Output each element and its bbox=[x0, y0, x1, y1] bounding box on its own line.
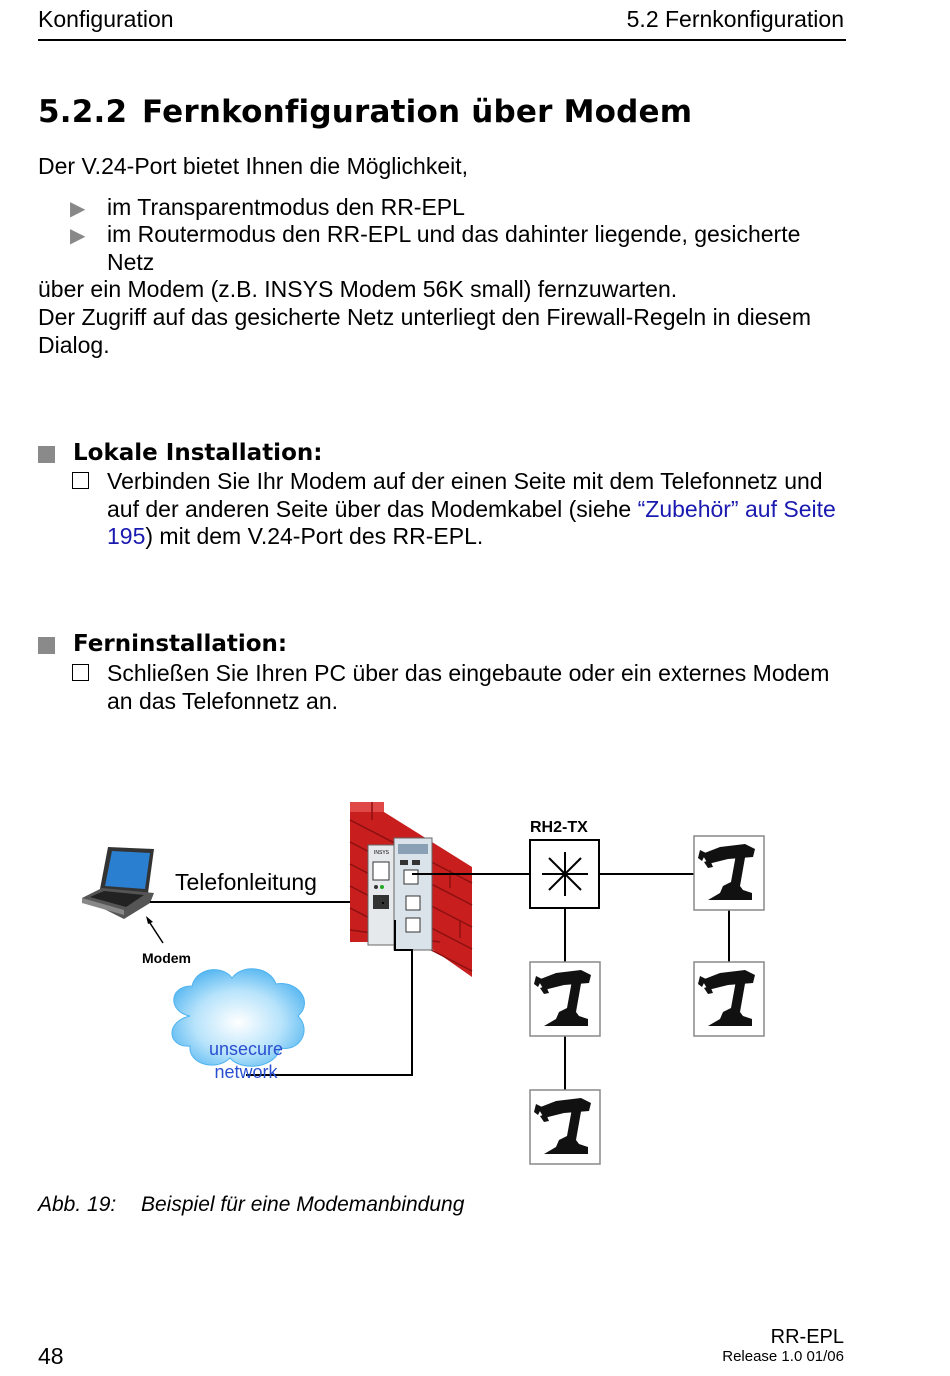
caption-label: Abb. 19: bbox=[38, 1193, 117, 1216]
section-number: 5.2.2 bbox=[38, 94, 128, 130]
robot-icon bbox=[530, 962, 600, 1036]
header-chapter: Konfiguration bbox=[38, 6, 174, 32]
laptop-icon bbox=[82, 847, 154, 919]
section-square-icon bbox=[38, 446, 55, 463]
phone-line-label: Telefonleitung bbox=[175, 869, 317, 895]
step-checkbox-icon bbox=[72, 472, 89, 489]
ferninstallation-step: Schließen Sie Ihren PC über das eingebaute oder ein externes Modem an das Telefonnetz an. bbox=[107, 660, 830, 714]
figure-caption bbox=[38, 1193, 464, 1217]
page-number: 48 bbox=[38, 1343, 64, 1369]
lokale-installation-step bbox=[107, 468, 847, 551]
robot-icon bbox=[530, 1090, 600, 1164]
device-rr-epl bbox=[394, 838, 432, 950]
intro-text: Der V.24-Port bietet Ihnen die Möglichkeit, bbox=[38, 153, 469, 179]
device-insys-modem bbox=[368, 845, 394, 945]
section-square-icon bbox=[38, 637, 55, 654]
step-text: Verbinden Sie Ihr Modem auf der einen Seite mit dem Telefonnetz und auf der anderen Seite über das Modemkabel (siehe bbox=[107, 468, 823, 522]
lokale-installation-heading: Lokale Installation: bbox=[73, 440, 323, 466]
bullet-item: im Transparentmodus den RR-EPL bbox=[107, 194, 465, 220]
step-text: ) mit dem V.24-Port des RR-EPL. bbox=[145, 523, 484, 549]
modem-label: Modem bbox=[142, 950, 191, 966]
zubehoer-link[interactable]: “Zubehör” auf Seite 195 bbox=[107, 495, 836, 549]
product-name: RR-EPL bbox=[770, 1326, 844, 1348]
header-rule bbox=[38, 39, 846, 41]
paragraph-line: über ein Modem (z.B. INSYS Modem 56K small) fernzuwarten. bbox=[38, 276, 678, 302]
caption-text: Beispiel für eine Modemanbindung bbox=[141, 1193, 465, 1216]
step-checkbox-icon bbox=[72, 664, 89, 681]
unsecure-network-cloud bbox=[172, 969, 305, 1082]
modem-connection-figure bbox=[0, 790, 950, 1180]
svg-text:network: network bbox=[214, 1062, 278, 1082]
header-section: 5.2 Fernkonfiguration bbox=[626, 6, 844, 32]
release-info: Release 1.0 01/06 bbox=[722, 1348, 844, 1365]
svg-text:unsecure: unsecure bbox=[208, 1039, 284, 1059]
bullet-arrow-icon: ▶ bbox=[70, 198, 86, 220]
switch-label: RH2-TX bbox=[530, 819, 588, 836]
section-title-text: Fernkonfiguration über Modem bbox=[142, 94, 693, 130]
bullet-arrow-icon: ▶ bbox=[70, 225, 86, 247]
robot-icon bbox=[694, 962, 764, 1036]
ferninstallation-heading: Ferninstallation: bbox=[73, 631, 288, 657]
svg-text:INSYS: INSYS bbox=[374, 850, 390, 856]
bullet-item: im Routermodus den RR-EPL und das dahinter liegende, gesicherte Netz bbox=[107, 221, 801, 275]
modem-pointer bbox=[148, 920, 163, 943]
robot-icon bbox=[694, 836, 764, 910]
paragraph-line: Der Zugriff auf das gesicherte Netz unterliegt den Firewall-Regeln in diesem Dialog. bbox=[38, 304, 812, 358]
section-title bbox=[38, 94, 692, 130]
switch-icon bbox=[530, 840, 599, 908]
